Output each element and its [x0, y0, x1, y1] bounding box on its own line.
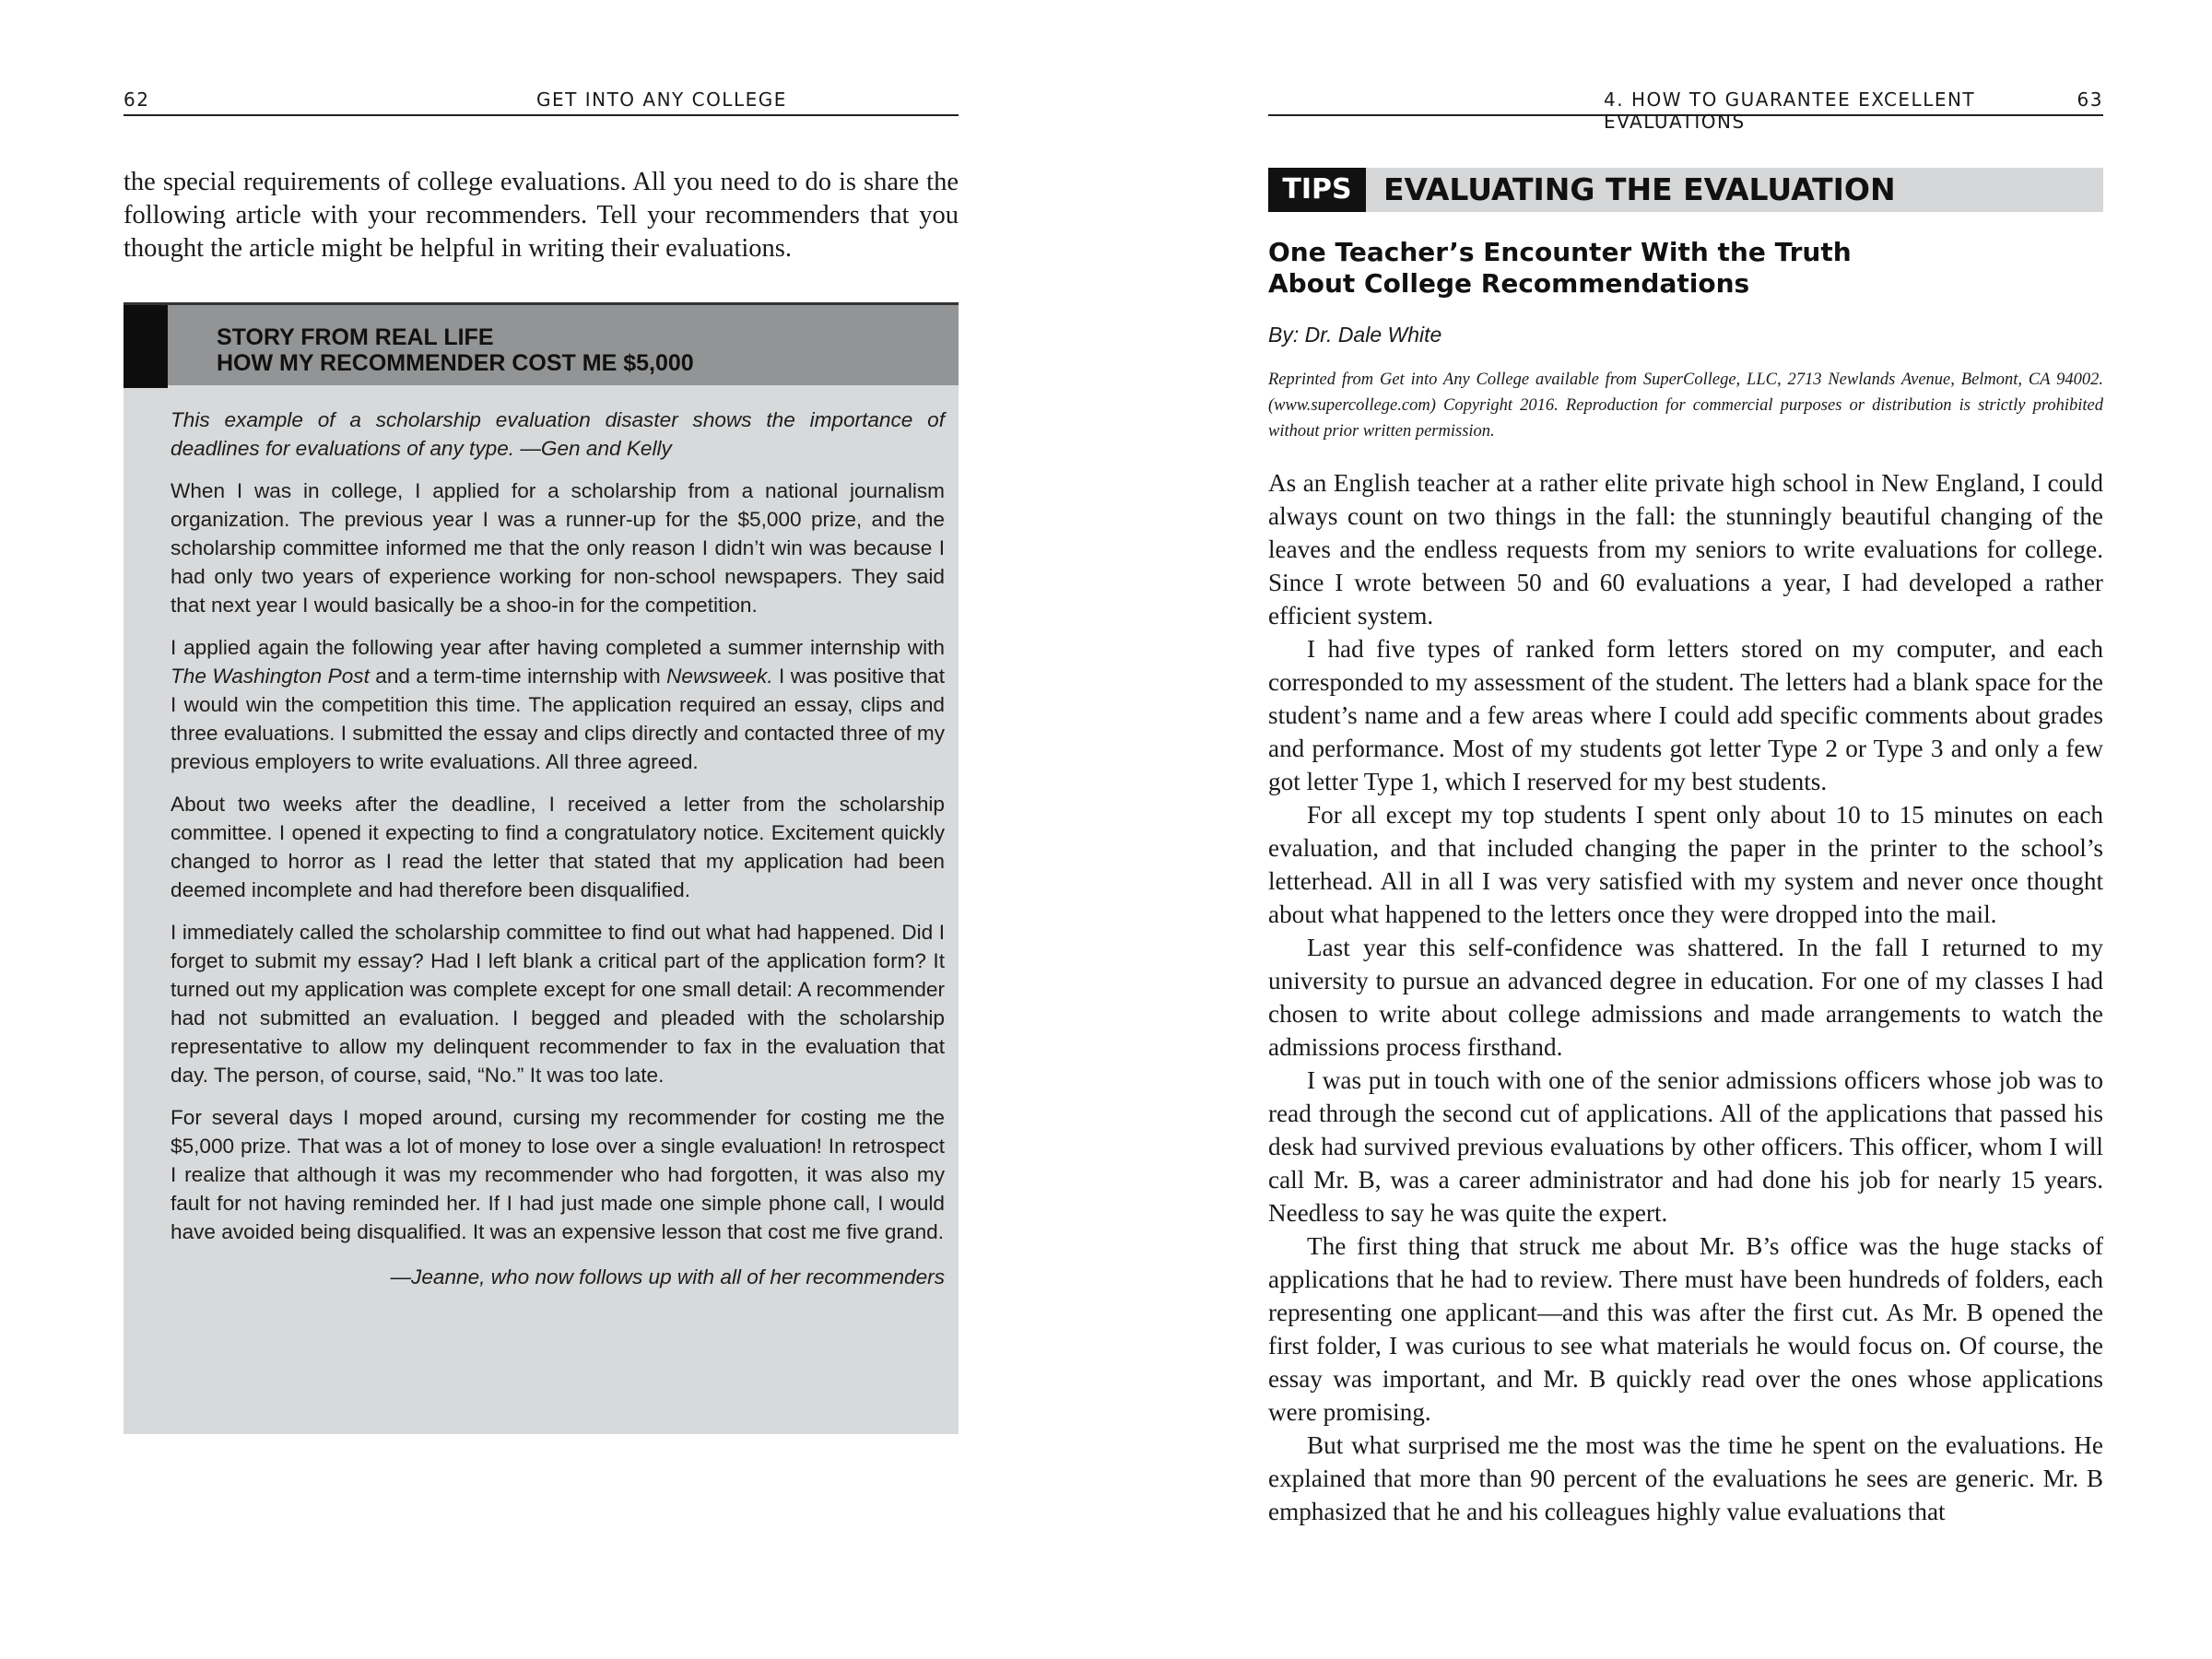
right-page [1106, 0, 2212, 1659]
story-sidebar [124, 302, 959, 1434]
story-paragraph: About two weeks after the deadline, I received a letter from the scholarship committee. I opened it expecting to find a congratulatory notice. Excitement quickly changed to horror as I read the letter that stated that my application had been deemed incomplete and had therefore been disqualified. [171, 793, 945, 901]
article-title-line: One Teacher’s Encounter With the Truth [1268, 237, 1852, 267]
tips-banner [1268, 168, 2103, 212]
story-text: I was positive that I would win the competition this time. The application required an essay, clips and three evaluations. I submitted the essay and clips directly and contacted three of my previous employers to write evaluations. All three agreed. [171, 665, 945, 773]
publication-name: The Washington Post [171, 665, 370, 688]
story-lead: This example of a scholarship evaluation disaster shows the importance of deadlines for evaluations of any type. —Gen and Kelly [171, 408, 945, 460]
story-paragraph: I immediately called the scholarship committee to find out what had happened. Did I forget to submit my essay? Had I left blank a critical part of the application form? It turned out my application was complete except for one small detail: A recommender had not submitted an evaluation. I begged and pleaded with the scholarship representative to allow my delinquent recommender to fax in the evaluation that day. The person, of course, said, “No.” It was too late. [171, 921, 945, 1087]
article-title-line: About College Recommendations [1268, 268, 1750, 299]
article-paragraph: The first thing that struck me about Mr. B’s office was the huge stacks of applications that he had to review. There must have been hundreds of folders, each representing one applicant—and this was after the first cut. As Mr. B opened the first folder, I was curious to see what materials he would focus on. Of course, the essay was important, and Mr. B quickly read over the ones whose applications were promising. [1268, 1232, 2103, 1426]
tips-title: EVALUATING THE EVALUATION [1383, 171, 1896, 207]
article-title [1268, 237, 2103, 300]
article-paragraph: Last year this self-confidence was shattered. In the fall I returned to my university to pursue an advanced degree in education. For one of my classes I had chosen to write about college admissions and made arrangements to watch the admissions process firsthand. [1268, 934, 2103, 1061]
tips-label: TIPS [1268, 168, 1366, 212]
story-header [124, 302, 959, 385]
story-title: HOW MY RECOMMENDER COST ME $5,000 [217, 350, 694, 376]
story-text: I applied again the following year after having completed a summer internship with [171, 636, 945, 659]
left-running-head [124, 88, 959, 116]
article-paragraph: As an English teacher at a rather elite private high school in New England, I could always count on two things in the fall: the stunningly beautiful changing of the leaves and the endless requests from my seniors to write evaluations for college. Since I wrote between 50 and 60 evaluations a year, I had developed a rather efficient system. [1268, 469, 2103, 629]
story-kicker: STORY FROM REAL LIFE [217, 324, 494, 350]
reprint-notice: Reprinted from Get into Any College available from SuperCollege, LLC, 2713 Newlands Avenue, Belmont, CA 94002. (www.supercollege.com) Copyright 2016. Reproduction for commercial purposes or distribution is strictly prohibited without prior written permission. [1268, 371, 2103, 441]
story-body [171, 406, 945, 1305]
page-number: 63 [2077, 88, 2103, 111]
story-paragraph: For several days I moped around, cursing my recommender for costing me the $5,000 prize. That was a lot of money to lose over a single evaluation! In retrospect I realize that although it was my recommender who had forgotten, it was also my fault for not having reminded her. If I had just made one simple phone call, I would have avoided being disqualified. It was an expensive lesson that cost me five grand. [171, 1106, 945, 1243]
byline: By: Dr. Dale White [1268, 323, 1442, 347]
story-paragraph: When I was in college, I applied for a scholarship from a national journalism organization. The previous year I was a runner-up for the $5,000 prize, and the scholarship committee informed me that the only reason I didn’t win was because I had only two years of experience working for non-school newspapers. They said that next year I would basically be a shoo-in for the competition. [171, 479, 945, 617]
story-accent-bar [124, 305, 168, 388]
right-running-head [1268, 88, 2103, 133]
running-title: 4. HOW TO GUARANTEE EXCELLENT EVALUATIONS [1604, 88, 1976, 133]
running-title: GET INTO ANY COLLEGE [536, 88, 787, 111]
intro-paragraph: the special requirements of college evaluations. All you need to do is share the following article with your recommenders. Tell your recommenders that you thought the article might be helpful in writing their evaluations. [124, 168, 959, 263]
publication-name: Newsweek. [666, 665, 773, 688]
article-paragraph: I was put in touch with one of the senior admissions officers whose job was to read through the second cut of applications. All of the applications that passed his desk had survived previous evaluations by other officers. This officer, whom I will call Mr. B, was a career administrator and had done his job for nearly 15 years. Needless to say he was quite the expert. [1268, 1066, 2103, 1227]
story-text: and a term-time internship with [369, 665, 667, 688]
story-signoff: —Jeanne, who now follows up with all of her recommenders [390, 1265, 945, 1288]
article-paragraph: For all except my top students I spent only about 10 to 15 minutes on each evaluation, and that included changing the paper in the printer to the school’s letterhead. All in all I was very satisfied with my system and never once thought about what happened to the letters once they were dropped into the mail. [1268, 801, 2103, 928]
page-number: 62 [124, 88, 150, 111]
article-body [1268, 466, 2103, 1528]
story-paragraph [171, 633, 945, 776]
article-paragraph: I had five types of ranked form letters stored on my computer, and each corresponded to my assessment of the student. The letters had a blank space for the student’s name and a few areas where I could add specific comments about grades and performance. Most of my students got letter Type 2 or Type 3 and only a few got letter Type 1, which I reserved for my best students. [1268, 635, 2103, 795]
article-paragraph: But what surprised me the most was the time he spent on the evaluations. He explained that more than 90 percent of the evaluations he sees are generic. Mr. B emphasized that he and his colleagues highly value evaluations that [1268, 1431, 2103, 1525]
